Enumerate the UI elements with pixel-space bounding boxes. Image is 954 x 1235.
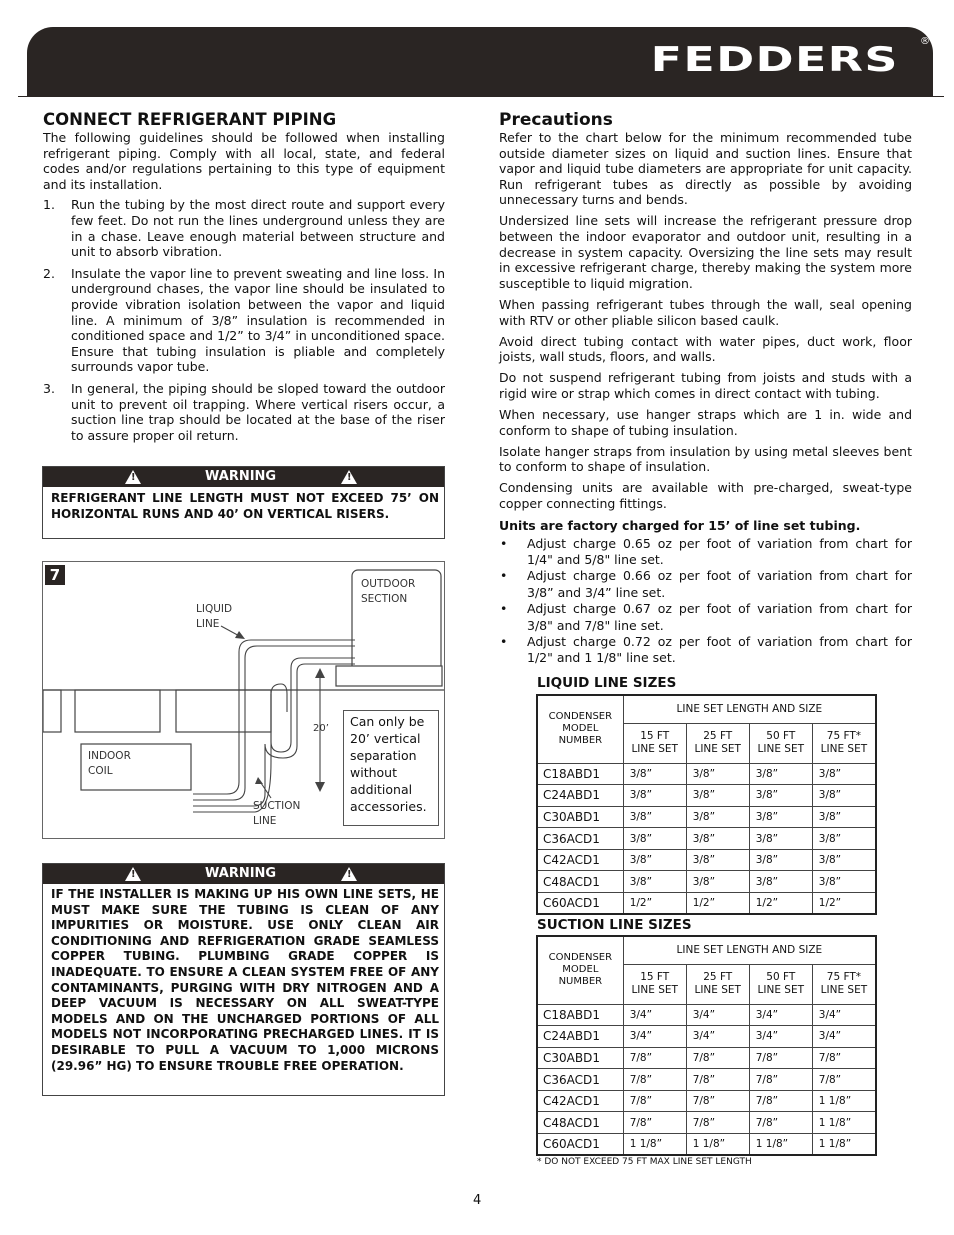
- arrowhead: [255, 777, 263, 784]
- step-text: Run the tubing by the most direct route and support every few feet. Do not run the lines underground unless they are in a chase. Leave enough material between structure and unit to absorb vibration.: [71, 197, 445, 260]
- model-cell: C24ABD1: [537, 785, 623, 807]
- steps-list: [43, 197, 445, 443]
- size-cell: 7/8”: [686, 1069, 749, 1091]
- step-number: 1.: [43, 197, 55, 213]
- model-column-header: [537, 695, 623, 763]
- size-cell: 3/8”: [812, 871, 876, 893]
- liquid-line-table: [536, 694, 877, 915]
- size-cell: 3/4”: [812, 1004, 876, 1026]
- table-row: [537, 871, 876, 893]
- precaution-paragraph: Avoid direct tubing contact with water pipes, duct work, floor joists, wall studs, floors, and walls.: [499, 333, 912, 365]
- header-line: NUMBER: [558, 976, 603, 988]
- size-cell: 7/8”: [686, 1047, 749, 1069]
- model-cell: C60ACD1: [537, 1134, 623, 1156]
- header-line: LINE SET: [694, 743, 741, 755]
- piping-diagram: [42, 561, 445, 839]
- header-line: 75 FT*: [826, 971, 861, 983]
- size-cell: 1/2”: [623, 893, 686, 915]
- size-cell: 3/4”: [812, 1026, 876, 1048]
- step-number: 2.: [43, 265, 55, 281]
- table-row: [537, 828, 876, 850]
- page-number: 4: [473, 1193, 482, 1208]
- arrowhead-up: [315, 668, 325, 678]
- warning-header: [43, 467, 444, 487]
- column-header: [686, 964, 749, 1004]
- size-cell: 3/8”: [623, 806, 686, 828]
- precaution-paragraph: Refer to the chart below for the minimum recommended tube outside diameter sizes on liquid and suction lines. Ensure that vapor and liquid tube diameters are appropriate for unit capacity. Run refrigerant tubes as directly as possible by avoiding unnecessary turns and bends.: [499, 130, 912, 208]
- table-row: [537, 1026, 876, 1048]
- size-cell: 3/8”: [749, 806, 812, 828]
- line-set-length-header: LINE SET LENGTH AND SIZE: [623, 936, 876, 964]
- model-cell: C18ABD1: [537, 763, 623, 785]
- outdoor-section-label: [361, 577, 415, 607]
- column-header: [749, 964, 812, 1004]
- header-line: 25 FT: [703, 730, 733, 742]
- size-cell: 3/8”: [812, 785, 876, 807]
- header-line: 15 FT: [640, 730, 670, 742]
- precaution-paragraph: Do not suspend refrigerant tubing from joists and studs with a rigid wire or strap which comes in direct contact with tubing.: [499, 370, 912, 401]
- size-cell: 1 1/8”: [812, 1090, 876, 1112]
- header-line: MODEL: [562, 723, 599, 735]
- joist-shape: [43, 690, 61, 732]
- header-line: 25 FT: [703, 971, 733, 983]
- warning-text: REFRIGERANT LINE LENGTH MUST NOT EXCEED 75’ ON HORIZONTAL RUNS AND 40’ ON VERTICAL RISERS.: [51, 491, 439, 521]
- warning-triangle-icon: [341, 470, 357, 484]
- header-line: CONDENSER: [548, 952, 613, 964]
- table-row: [537, 1004, 876, 1026]
- table-row: [537, 1112, 876, 1134]
- header-line: 50 FT: [766, 971, 796, 983]
- note-line: accessories.: [350, 799, 427, 814]
- list-item: • Adjust charge 0.66 oz per foot of variation from chart for 3/8” and 3/4” line set.: [499, 568, 912, 601]
- size-cell: 3/8”: [686, 806, 749, 828]
- size-cell: 7/8”: [623, 1069, 686, 1091]
- list-item: • Adjust charge 0.65 oz per foot of variation from chart for 1/4" and 5/8" line set.: [499, 536, 912, 569]
- table-header-row: [537, 936, 876, 964]
- size-cell: 3/8”: [749, 828, 812, 850]
- warning-triangle-icon: [341, 867, 357, 881]
- note-line: Can only be: [350, 714, 425, 729]
- vertical-separation-note: [343, 710, 439, 826]
- step-text: Insulate the vapor line to prevent sweating and line loss. In underground chases, the vapor line should be insulated to provide vibration isolation between the vapor and liquid line. A minimum of 3/8” insulation is recommended in conditioned space and 1/2” to 3/4” in unconditioned space. Ensure that tubing insulation is pliable and completely surrounds vapor tube.: [71, 265, 445, 375]
- precaution-paragraph: When passing refrigerant tubes through the wall, seal opening with RTV or other pliable silicon based caulk.: [499, 296, 912, 328]
- size-cell: 1 1/8”: [686, 1134, 749, 1156]
- suction-table-title: SUCTION LINE SIZES: [537, 917, 692, 933]
- precaution-paragraph: Condensing units are available with pre-charged, sweat-type copper connecting fittings.: [499, 480, 912, 511]
- table-header-row: [537, 695, 876, 723]
- model-cell: C30ABD1: [537, 806, 623, 828]
- size-cell: 1 1/8”: [812, 1134, 876, 1156]
- label-line: SECTION: [361, 593, 408, 605]
- liquid-line-label: [196, 602, 232, 632]
- size-cell: 7/8”: [812, 1069, 876, 1091]
- table-row: [537, 1047, 876, 1069]
- size-cell: 3/8”: [623, 871, 686, 893]
- size-cell: 3/8”: [749, 849, 812, 871]
- column-header: [749, 723, 812, 763]
- step-text: In general, the piping should be sloped toward the outdoor unit to prevent oil trapping. Where vertical risers occur, a suction line trap should be located at the base of the riser to assure proper oil return.: [71, 380, 445, 443]
- column-header: [812, 964, 876, 1004]
- section-title: CONNECT REFRIGERANT PIPING: [43, 110, 337, 129]
- warning-label: WARNING: [205, 866, 277, 881]
- note-line: 20’ vertical: [350, 731, 421, 746]
- size-cell: 3/4”: [686, 1026, 749, 1048]
- suction-line-label: [253, 799, 300, 829]
- label-line: LINE: [253, 815, 277, 827]
- brand-logo: FEDDERS: [650, 40, 899, 80]
- size-cell: 7/8”: [749, 1112, 812, 1134]
- size-cell: 7/8”: [749, 1047, 812, 1069]
- table-row: [537, 893, 876, 915]
- outdoor-pad-shape: [336, 666, 442, 686]
- right-column: [499, 110, 912, 667]
- size-cell: 7/8”: [623, 1047, 686, 1069]
- joist-shape: [176, 690, 271, 732]
- joist-shape: [75, 690, 160, 732]
- label-line: INDOOR: [88, 750, 131, 762]
- precaution-paragraph: Undersized line sets will increase the refrigerant pressure drop between the indoor evaporator and outdoor unit, resulting in a decrease in system capacity. Oversizing the line sets may result in excessive refrigerant charge, thereby making the system more susceptible to liquid migration.: [499, 213, 912, 291]
- column-header: [686, 723, 749, 763]
- list-item: • Adjust charge 0.72 oz per foot of variation from chart for 1/2" and 1 1/8" line set.: [499, 634, 912, 667]
- line-set-length-header: LINE SET LENGTH AND SIZE: [623, 695, 876, 723]
- header-line: NUMBER: [558, 735, 603, 747]
- precaution-paragraph: When necessary, use hanger straps which are 1 in. wide and conform to shape of tubing insulation.: [499, 407, 912, 438]
- charge-adjustment-list: [499, 536, 912, 667]
- size-cell: 3/4”: [623, 1026, 686, 1048]
- model-cell: C18ABD1: [537, 1004, 623, 1026]
- label-line: LIQUID: [196, 603, 233, 615]
- figure-number: 7: [45, 565, 65, 585]
- size-cell: 3/8”: [686, 828, 749, 850]
- size-cell: 7/8”: [623, 1090, 686, 1112]
- table-row: [537, 1134, 876, 1156]
- step-item: [43, 381, 445, 443]
- warning-text: IF THE INSTALLER IS MAKING UP HIS OWN LINE SETS, HE MUST MAKE SURE THE TUBING IS CLEAN OF ANY IMPURITIES OR MOISTURE. USE ONLY CLEAN AIR CONDITIONING AND REFRIGERATION GRADE SEAMLESS COPPER TUBING. PLUMBING GRADE COPPER IS INADEQUATE. TO ENSURE A CLEAN SYSTEM FREE OF ANY CONTAMINANTS, PURGING WITH DRY NITROGEN AND A DEEP VACUUM IS NECESSARY ON ALL SWEAT-TYPE MODELS AND ON THE UNCHARGED PORTIONS OF ALL MODELS NOT INCORPORATING PRECHARGED LINES. IT IS DESIRABLE TO PULL A VACUUM TO 1,000 MICRONS (29.96” HG) TO ENSURE TROUBLE FREE OPERATION.: [51, 887, 439, 1073]
- model-cell: C36ACD1: [537, 1069, 623, 1091]
- column-header: [623, 723, 686, 763]
- step-item: [43, 266, 445, 375]
- size-cell: 1/2”: [749, 893, 812, 915]
- liquid-table-title: LIQUID LINE SIZES: [537, 675, 677, 691]
- header-line: 15 FT: [640, 971, 670, 983]
- header-line: MODEL: [562, 964, 599, 976]
- precautions-title: Precautions: [499, 110, 613, 130]
- precaution-paragraph: Isolate hanger straps from insulation by using metal sleeves bent to conform to shape of insulation.: [499, 443, 912, 475]
- size-cell: 3/8”: [749, 785, 812, 807]
- size-cell: 3/8”: [749, 871, 812, 893]
- registered-mark: ®: [920, 36, 930, 47]
- vertical-dimension-label: 20’: [313, 723, 329, 734]
- header-line: 50 FT: [766, 730, 796, 742]
- suction-line-path: [193, 664, 355, 806]
- header-line: LINE SET: [694, 984, 741, 996]
- model-cell: C30ABD1: [537, 1047, 623, 1069]
- note-line: additional: [350, 782, 413, 797]
- table-row: [537, 1069, 876, 1091]
- column-header: [623, 964, 686, 1004]
- warning-triangle-icon: [125, 470, 141, 484]
- liquid-line-path: [193, 646, 355, 800]
- header-line: LINE SET: [631, 984, 678, 996]
- warning-box-line-length: [42, 466, 445, 539]
- size-cell: 3/8”: [812, 828, 876, 850]
- list-item: • Adjust charge 0.67 oz per foot of variation from chart for 3/8" and 7/8" line set.: [499, 601, 912, 634]
- table-row: [537, 785, 876, 807]
- header-rule: [18, 96, 944, 97]
- label-line: LINE: [196, 618, 220, 630]
- size-cell: 7/8”: [749, 1090, 812, 1112]
- arrowhead-down: [315, 782, 325, 792]
- step-item: [43, 197, 445, 259]
- size-cell: 3/8”: [686, 849, 749, 871]
- size-cell: 7/8”: [623, 1112, 686, 1134]
- size-cell: 3/8”: [686, 763, 749, 785]
- label-line: SUCTION: [253, 800, 301, 812]
- size-cell: 3/4”: [749, 1004, 812, 1026]
- size-cell: 1/2”: [812, 893, 876, 915]
- indoor-coil-label: [88, 749, 131, 779]
- size-cell: 1 1/8”: [623, 1134, 686, 1156]
- size-cell: 3/8”: [812, 806, 876, 828]
- model-cell: C42ACD1: [537, 1090, 623, 1112]
- label-line: OUTDOOR: [361, 578, 416, 590]
- size-cell: 3/8”: [686, 871, 749, 893]
- header-line: LINE SET: [820, 984, 868, 996]
- model-cell: C48ACD1: [537, 871, 623, 893]
- model-cell: C24ABD1: [537, 1026, 623, 1048]
- size-cell: 3/8”: [686, 785, 749, 807]
- model-cell: C60ACD1: [537, 893, 623, 915]
- table-row: [537, 806, 876, 828]
- size-cell: 3/8”: [623, 849, 686, 871]
- model-cell: C36ACD1: [537, 828, 623, 850]
- factory-charge-heading: Units are factory charged for 15’ of line set tubing.: [499, 517, 861, 533]
- table-row: [537, 763, 876, 785]
- left-column: [43, 110, 445, 449]
- footnote: * DO NOT EXCEED 75 FT MAX LINE SET LENGTH: [537, 1157, 752, 1167]
- size-cell: 3/8”: [749, 763, 812, 785]
- size-cell: 7/8”: [686, 1090, 749, 1112]
- table-row: [537, 1090, 876, 1112]
- header-line: CONDENSER: [548, 711, 613, 723]
- note-line: separation: [350, 748, 417, 763]
- size-cell: 3/8”: [623, 785, 686, 807]
- table-row: [537, 849, 876, 871]
- label-line: COIL: [88, 765, 113, 777]
- header-line: LINE SET: [757, 984, 805, 996]
- warning-triangle-icon: [125, 867, 141, 881]
- size-cell: 3/4”: [686, 1004, 749, 1026]
- size-cell: 3/8”: [812, 849, 876, 871]
- liquid-line-path: [193, 640, 355, 794]
- size-cell: 1/2”: [686, 893, 749, 915]
- size-cell: 7/8”: [749, 1069, 812, 1091]
- model-cell: C42ACD1: [537, 849, 623, 871]
- model-cell: C48ACD1: [537, 1112, 623, 1134]
- header-line: 75 FT*: [826, 730, 861, 742]
- intro-paragraph: The following guidelines should be followed when installing refrigerant piping. Comply with all local, state, and federal codes and/or regulations pertaining to this type of equipment and its installation.: [43, 130, 445, 192]
- header-line: LINE SET: [631, 743, 678, 755]
- warning-header: [43, 864, 444, 884]
- size-cell: 3/4”: [623, 1004, 686, 1026]
- size-cell: 3/8”: [812, 763, 876, 785]
- step-number: 3.: [43, 380, 55, 396]
- size-cell: 7/8”: [686, 1112, 749, 1134]
- size-cell: 3/8”: [623, 828, 686, 850]
- size-cell: 3/8”: [623, 763, 686, 785]
- note-line: without: [350, 765, 397, 780]
- warning-box-clean-tubing: [42, 863, 445, 1096]
- warning-label: WARNING: [205, 469, 277, 484]
- size-cell: 1 1/8”: [749, 1134, 812, 1156]
- size-cell: 7/8”: [812, 1047, 876, 1069]
- size-cell: 3/4”: [749, 1026, 812, 1048]
- model-column-header: [537, 936, 623, 1004]
- header-line: LINE SET: [757, 743, 805, 755]
- size-cell: 1 1/8”: [812, 1112, 876, 1134]
- header-line: LINE SET: [820, 743, 868, 755]
- column-header: [812, 723, 876, 763]
- suction-line-table: [536, 935, 877, 1156]
